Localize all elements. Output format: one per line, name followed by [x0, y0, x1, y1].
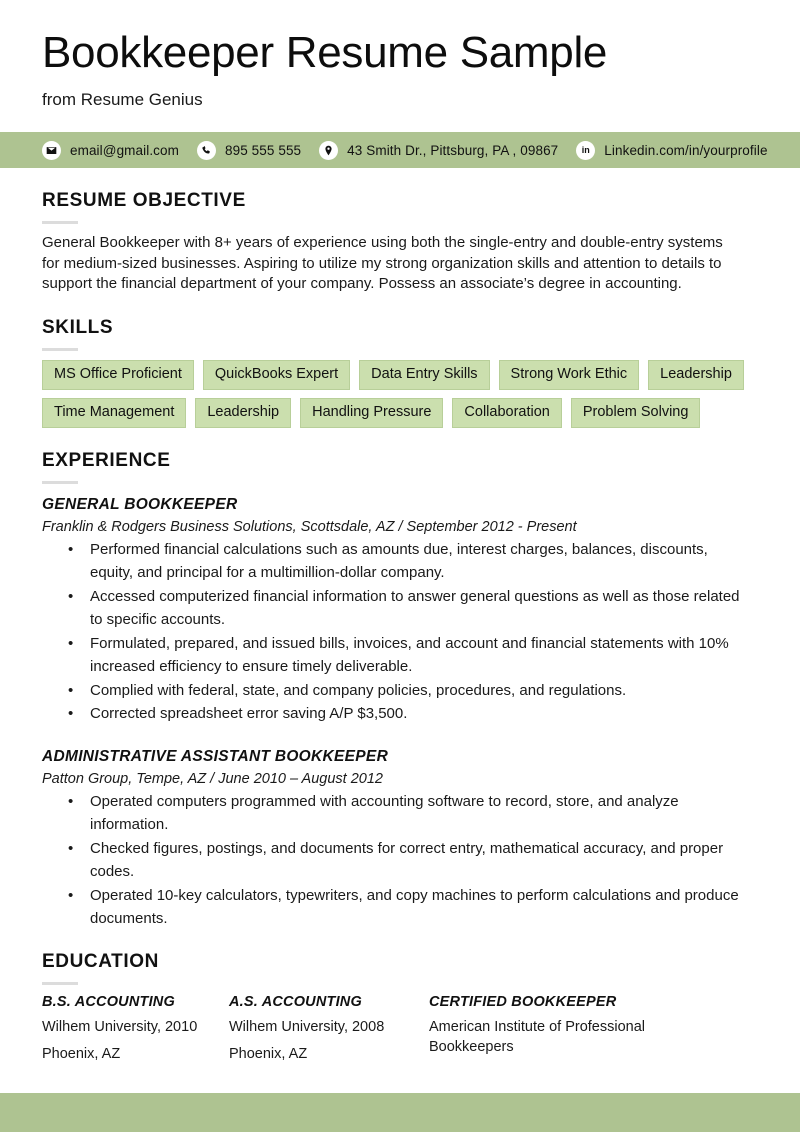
- job-title: GENERAL BOOKKEEPER: [42, 495, 238, 513]
- contact-email-text: email@gmail.com: [70, 142, 179, 158]
- education-school: American Institute of Professional Bookkeepers: [429, 1018, 645, 1055]
- skill-row: [42, 398, 758, 428]
- education-school: Wilhem University, 2010: [42, 1018, 198, 1035]
- education-degree: B.S. ACCOUNTING: [42, 993, 175, 1010]
- skill-tag: Time Management: [42, 398, 186, 428]
- experience-entry: [42, 496, 758, 726]
- section-heading-skills: SKILLS: [42, 316, 114, 338]
- heading-divider: [42, 221, 78, 224]
- envelope-icon: [42, 141, 61, 160]
- section-resume-objective: [42, 190, 758, 295]
- education-school: Wilhem University, 2008: [229, 1018, 385, 1035]
- job-title: ADMINISTRATIVE ASSISTANT BOOKKEEPER: [42, 747, 389, 765]
- objective-paragraph: General Bookkeeper with 8+ years of experience using both the single-entry and double-entry systems for medium-sized businesses. Aspiring to utilize my strong organization skills and attention to details to support the financial department of your company. Possess an associate’s degree in accounting.: [42, 234, 723, 293]
- contact-address-text: 43 Smith Dr., Pittsburg, PA , 09867: [347, 142, 559, 158]
- heading-divider: [42, 348, 78, 351]
- skill-tag: MS Office Proficient: [42, 360, 194, 390]
- section-heading-objective: RESUME OBJECTIVE: [42, 190, 246, 212]
- contact-linkedin-text: Linkedin.com/in/yourprofile: [604, 142, 768, 158]
- skill-tag: Leadership: [195, 398, 291, 428]
- skill-row: [42, 360, 758, 390]
- education-location: Phoenix, AZ: [229, 1045, 308, 1062]
- education-entry: [229, 994, 429, 1064]
- section-skills: [42, 317, 758, 428]
- contact-item-phone[interactable]: [197, 141, 301, 160]
- job-meta: Franklin & Rodgers Business Solutions, Scottsdale, AZ / September 2012 - Present: [42, 518, 577, 535]
- bullet-item: • Formulated, prepared, and issued bills, invoices, and account and financial statements with 10% increased efficiency to ensure timely deliverable.: [90, 632, 742, 679]
- page-subtitle: from Resume Genius: [42, 90, 203, 110]
- footer-accent-bar: [0, 1093, 800, 1132]
- skill-tag: Handling Pressure: [300, 398, 443, 428]
- skill-tag: Collaboration: [452, 398, 561, 428]
- bullet-item: • Complied with federal, state, and company policies, procedures, and regulations.: [90, 679, 742, 703]
- skill-tag: Data Entry Skills: [359, 360, 489, 390]
- section-heading-education: EDUCATION: [42, 950, 159, 972]
- resume-body: [0, 190, 800, 1064]
- experience-entry: [42, 748, 758, 931]
- contact-item-linkedin[interactable]: [576, 141, 767, 160]
- phone-icon: [197, 141, 216, 160]
- bullet-item: • Corrected spreadsheet error saving A/P $3,500.: [90, 702, 742, 726]
- education-degree: A.S. ACCOUNTING: [229, 993, 362, 1010]
- bullet-item: • Checked figures, postings, and documents for correct entry, mathematical accuracy, and proper codes.: [90, 837, 742, 884]
- bullet-item: • Operated computers programmed with accounting software to record, store, and analyze information.: [90, 790, 742, 837]
- map-pin-icon: [319, 141, 338, 160]
- education-entry: [42, 994, 229, 1064]
- section-experience: [42, 450, 758, 931]
- skill-tag: Leadership: [648, 360, 744, 390]
- section-education: [42, 951, 758, 1064]
- job-bullets: [42, 538, 758, 726]
- skill-tag: Problem Solving: [571, 398, 701, 428]
- header: [0, 0, 800, 110]
- page-title: Bookkeeper Resume Sample: [42, 28, 608, 77]
- heading-divider: [42, 982, 78, 985]
- section-heading-experience: EXPERIENCE: [42, 449, 171, 471]
- contact-item-email[interactable]: [42, 141, 179, 160]
- contact-item-address[interactable]: [319, 141, 558, 160]
- linkedin-icon: in: [576, 141, 595, 160]
- skills-list: [42, 360, 758, 428]
- contact-bar: [0, 132, 800, 168]
- heading-divider: [42, 481, 78, 484]
- education-list: [42, 994, 758, 1064]
- bullet-item: • Accessed computerized financial information to answer general questions as well as those related to specific accounts.: [90, 585, 742, 632]
- bullet-item: • Performed financial calculations such as amounts due, interest charges, balances, discounts, equity, and principal for a multimillion-dollar company.: [90, 538, 742, 585]
- education-location: Phoenix, AZ: [42, 1045, 121, 1062]
- job-meta: Patton Group, Tempe, AZ / June 2010 – August 2012: [42, 770, 383, 787]
- education-degree: CERTIFIED BOOKKEEPER: [429, 993, 617, 1010]
- contact-phone-text: 895 555 555: [224, 142, 302, 158]
- education-entry: [429, 994, 709, 1064]
- job-bullets: [42, 790, 758, 931]
- bullet-item: • Operated 10-key calculators, typewriters, and copy machines to perform calculations and produce documents.: [90, 884, 742, 931]
- skill-tag: QuickBooks Expert: [203, 360, 350, 390]
- skill-tag: Strong Work Ethic: [499, 360, 640, 390]
